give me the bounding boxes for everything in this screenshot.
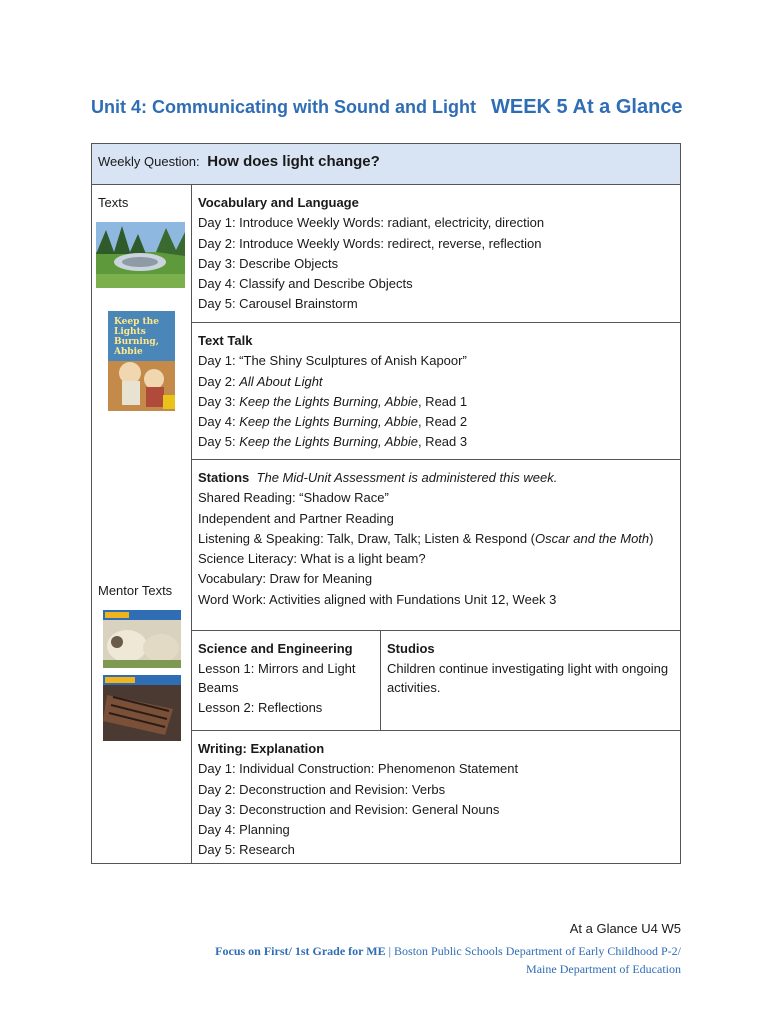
text-talk-day-3-prefix: Day 3:: [198, 393, 240, 409]
stations-listening-speaking: [198, 529, 674, 549]
week-title: WEEK 5 At a Glance: [491, 96, 683, 118]
stations-heading: Stations: [198, 470, 250, 485]
mentor-text-cover-1: [103, 610, 181, 668]
stations-independent-reading: Independent and Partner Reading: [198, 510, 394, 526]
studios-text: Children continue investigating light with ongoing activities.: [387, 660, 669, 695]
writing-day-2: Day 2: Deconstruction and Revision: Verbs: [198, 781, 446, 797]
science-studios-row: [192, 631, 680, 731]
unit-title: Unit 4: Communicating with Sound and Light: [91, 97, 476, 117]
text-talk-day-5-prefix: Day 5:: [198, 434, 240, 450]
texts-column: [92, 185, 192, 863]
weekly-question-bar: [92, 144, 680, 185]
stations-heading-line: [198, 468, 674, 488]
vocabulary-day-3: Day 3: Describe Objects: [198, 255, 339, 271]
content-column: [192, 185, 680, 863]
book-cover-title: Keep the Lights Burning, Abbie: [114, 317, 159, 357]
studios-heading: Studios: [387, 641, 435, 656]
writing-day-5: Day 5: Research: [198, 842, 295, 858]
mentor-texts-label: Mentor Texts: [98, 583, 173, 598]
text-talk-day-4-title: Keep the Lights Burning, Abbie: [239, 414, 418, 430]
text-talk-day-4-prefix: Day 4:: [198, 414, 240, 430]
writing-day-4: Day 4: Planning: [198, 822, 290, 838]
stations-note: The Mid-Unit Assessment is administered this week.: [256, 470, 558, 485]
mentor-text-cover-2-image: [103, 675, 181, 741]
mentor-text-cover-1-image: [103, 610, 181, 668]
writing-day-1: Day 1: Individual Construction: Phenomenon Statement: [198, 761, 519, 777]
stations-vocabulary: Vocabulary: Draw for Meaning: [198, 571, 373, 587]
text-talk-day-2-title: All About Light: [239, 373, 323, 389]
text-talk-day-4-suffix: , Read 2: [417, 414, 468, 430]
sculpture-photo: [96, 222, 185, 288]
weekly-question-text: How does light change?: [207, 153, 380, 170]
vocabulary-day-1: Day 1: Introduce Weekly Words: radiant, electricity, direction: [198, 215, 545, 231]
text-talk-day-5-suffix: , Read 3: [417, 434, 468, 450]
stations-word-work: Word Work: Activities aligned with Fundations Unit 12, Week 3: [198, 591, 557, 607]
weekly-question-label: Weekly Question:: [98, 154, 200, 169]
studios-cell: [381, 631, 680, 730]
stations-shared-reading: Shared Reading: “Shadow Race”: [198, 490, 389, 506]
writing-day-3: Day 3: Deconstruction and Revision: General Nouns: [198, 801, 500, 817]
footer-line-1: [215, 944, 681, 959]
text-talk-day-4: [198, 412, 674, 432]
text-talk-day-3-title: Keep the Lights Burning, Abbie: [239, 393, 418, 409]
footer-separator: |: [385, 944, 395, 958]
vocabulary-day-4: Day 4: Classify and Describe Objects: [198, 276, 413, 292]
overview-table: [91, 143, 681, 864]
vocabulary-section: [192, 185, 680, 323]
sculpture-photo-image: [96, 222, 185, 288]
vocabulary-day-5: Day 5: Carousel Brainstorm: [198, 296, 358, 312]
text-talk-day-5-title: Keep the Lights Burning, Abbie: [239, 434, 418, 450]
science-heading: Science and Engineering: [198, 641, 353, 656]
vocabulary-heading: Vocabulary and Language: [198, 195, 359, 210]
footer-program: Focus on First/ 1st Grade for ME: [215, 944, 386, 958]
page-label: At a Glance U4 W5: [569, 921, 681, 936]
vocabulary-day-2: Day 2: Introduce Weekly Words: redirect, reverse, reflection: [198, 235, 542, 251]
text-talk-day-1: Day 1: “The Shiny Sculptures of Anish Kapoor”: [198, 353, 467, 369]
science-engineering-cell: [192, 631, 381, 730]
text-talk-day-5: [198, 432, 674, 452]
writing-heading: Writing: Explanation: [198, 741, 325, 756]
writing-section: [192, 731, 680, 863]
stations-science-literacy: Science Literacy: What is a light beam?: [198, 551, 426, 567]
text-talk-day-3-suffix: , Read 1: [417, 393, 468, 409]
texts-label: Texts: [98, 195, 129, 210]
science-lesson-2: Lesson 2: Reflections: [198, 699, 323, 715]
footer-org-2: Maine Department of Education: [526, 962, 681, 976]
text-talk-day-3: [198, 392, 674, 412]
mentor-text-cover-2: [103, 675, 181, 741]
text-talk-section: [192, 323, 680, 460]
text-talk-heading: Text Talk: [198, 333, 253, 348]
stations-section: [192, 460, 680, 631]
footer-org-1: Boston Public Schools Department of Early Childhood P-2/: [394, 944, 681, 958]
book-cover-abbie: [108, 311, 175, 411]
stations-listening-prefix: Listening & Speaking: Talk, Draw, Talk; Listen & Respond (: [198, 530, 535, 546]
text-talk-day-2: [198, 372, 674, 392]
text-talk-day-2-prefix: Day 2:: [198, 373, 240, 389]
stations-listening-suffix: ): [649, 530, 654, 546]
science-lesson-1: Lesson 1: Mirrors and Light Beams: [198, 660, 356, 695]
stations-listening-title: Oscar and the Moth: [534, 530, 650, 546]
